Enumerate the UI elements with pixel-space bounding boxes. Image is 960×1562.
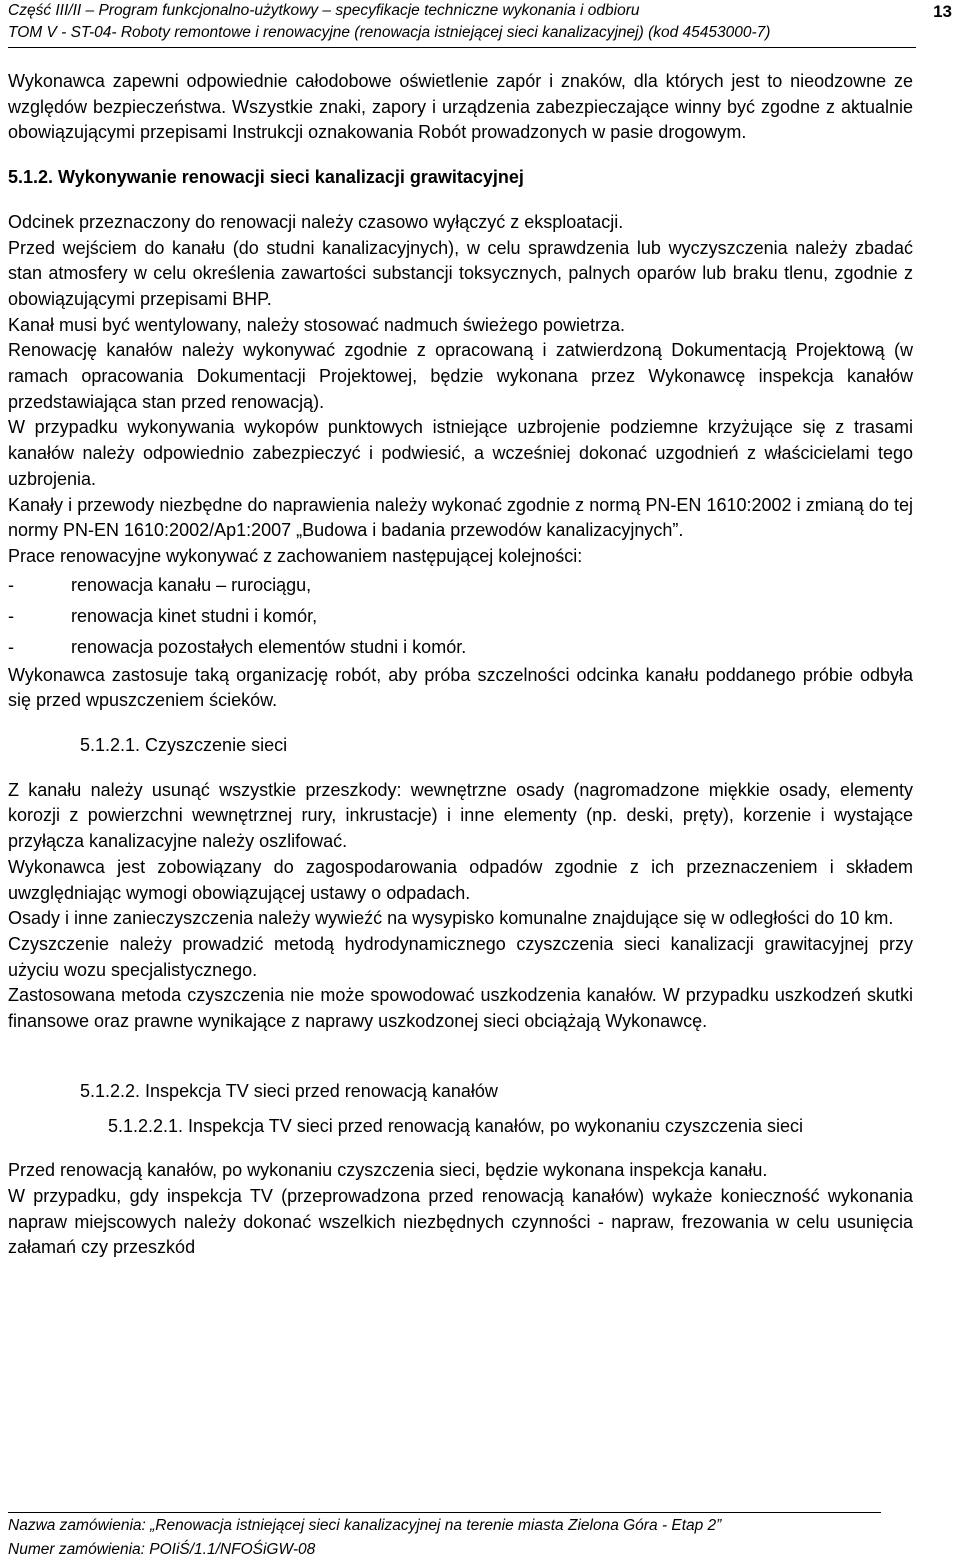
paragraph-6: Kanały i przewody niezbędne do naprawienia należy wykonać zgodnie z normą PN-EN 1610:2002 i zmianą do tej normy PN-EN 1610:2002/Ap1:2007 „Budowa i badania przewodów kanalizacyjnych”. [8,494,913,541]
paragraph-2: Przed wejściem do kanału (do studni kanalizacyjnych), w celu sprawdzenia lub wyczyszczenia należy zbadać stan atmosfery w celu określenia zawartości substancji toksycznych, palnych oparów lub braku tlenu, zgodnie z obowiązującymi przepisami BHP. [8,237,913,309]
paragraph-9: Z kanału należy usunąć wszystkie przeszkody: wewnętrzne osady (nagromadzone miękkie osady, elementy korozji z powierzchni wewnętrznej rury, inkrustacje) i inne elementy (np. deski, pręty), korzenie i wystające przyłącza kanalizacyjne należy oszlifować. [8,779,913,852]
sequence-list [8,570,913,663]
header-line-1: Część III/II – Program funkcjonalno-użytkowy – specyfikacje techniczne wykonania i odbioru [8,2,640,19]
section-heading-5-1-2: 5.1.2. Wykonywanie renowacji sieci kanalizacji grawitacyjnej [8,167,524,188]
page-header [8,0,918,44]
section-heading-5-1-2-1: 5.1.2.1. Czyszczenie sieci [80,735,288,756]
paragraph-11: Osady i inne zanieczyszczenia należy wywieźć na wysypisko komunalne znajdujące się w odległości do 10 km. [8,908,894,929]
paragraph-3: Kanał musi być wentylowany, należy stosować nadmuch świeżego powietrza. [8,314,625,335]
page-number: 13 [933,2,952,21]
paragraph-1: Odcinek przeznaczony do renowacji należy czasowo wyłączyć z eksploatacji. [8,211,624,232]
list-dash: - [8,605,14,626]
header-divider [8,47,916,48]
paragraph-15: W przypadku, gdy inspekcja TV (przeprowadzona przed renowacją kanałów) wykaże konieczność wykonania napraw miejscowych należy dokonać wszelkich niezbędnych czynności - napraw, frezowania w celu usunięcia załamań czy przeszkód [8,1185,913,1258]
list-item: - renowacja kanału – rurociągu, [8,570,913,601]
section-heading-5-1-2-2: 5.1.2.2. Inspekcja TV sieci przed renowacją kanałów [80,1080,498,1101]
footer-line-1: Nazwa zamówienia: „Renowacja istniejącej sieci kanalizacyjnej na terenie miasta Zielona Góra - Etap 2” [8,1517,722,1534]
paragraph-8: Wykonawca zastosuje taką organizację robót, aby próba szczelności odcinka kanału poddanego próbie odbyła się przed wpuszczeniem ścieków. [8,664,913,711]
document-body [8,69,913,1261]
paragraph-12: Czyszczenie należy prowadzić metodą hydrodynamicznego czyszczenia sieci kanalizacji grawitacyjnej przy użyciu wozu specjalistycznego. [8,933,913,980]
footer-line-2: Numer zamówienia: POIiŚ/1.1/NFOŚiGW-08 [8,1541,316,1558]
header-line-2: TOM V - ST-04- Roboty remontowe i renowacyjne (renowacja istniejącej sieci kanalizacyjnej) (kod 45453000-7) [8,24,771,41]
footer-divider [8,1512,881,1513]
paragraph-10: Wykonawca jest zobowiązany do zagospodarowania odpadów zgodnie z ich przeznaczeniem i składem uwzględniając wymogi obowiązującej ustawy o odpadach. [8,856,913,903]
page-footer [8,1514,721,1562]
paragraph-13: Zastosowana metoda czyszczenia nie może spowodować uszkodzenia kanałów. W przypadku uszkodzeń skutki finansowe oraz prawne wynikające z naprawy uszkodzonej sieci obciążają Wykonawcę. [8,985,913,1032]
section-heading-5-1-2-2-1: 5.1.2.2.1. Inspekcja TV sieci przed renowacją kanałów, po wykonaniu czyszczenia sieci [108,1115,804,1136]
list-item: - renowacja pozostałych elementów studni i komór. [8,632,913,663]
paragraph-intro: Wykonawca zapewni odpowiednie całodobowe oświetlenie zapór i znaków, dla których jest to nieodzowne ze względów bezpieczeństwa. Wszystkie znaki, zapory i urządzenia zabezpieczające winny być zgodne z aktualnie obowiązującymi przepisami Instrukcji oznakowania Robót prowadzonych w pasie drogowym. [8,71,913,143]
paragraph-5: W przypadku wykonywania wykopów punktowych istniejące uzbrojenie podziemne krzyżujące się z trasami kanałów należy odpowiednio zabezpieczyć i podwiesić, a wcześniej dokonać uzgodnień z właścicielami tego uzbrojenia. [8,417,913,489]
paragraph-4: Renowację kanałów należy wykonywać zgodnie z opracowaną i zatwierdzoną Dokumentacją Projektową (w ramach opracowania Dokumentacji Projektowej, będzie wykonana przez Wykonawcę inspekcja kanałów przedstawiająca stan przed renowacją). [8,340,913,412]
list-item: - renowacja kinet studni i komór, [8,601,913,632]
list-dash: - [8,574,14,595]
paragraph-14: Przed renowacją kanałów, po wykonaniu czyszczenia sieci, będzie wykonana inspekcja kanału. [8,1160,768,1181]
list-dash: - [8,636,14,657]
paragraph-7: Prace renowacyjne wykonywać z zachowaniem następującej kolejności: [8,545,583,566]
